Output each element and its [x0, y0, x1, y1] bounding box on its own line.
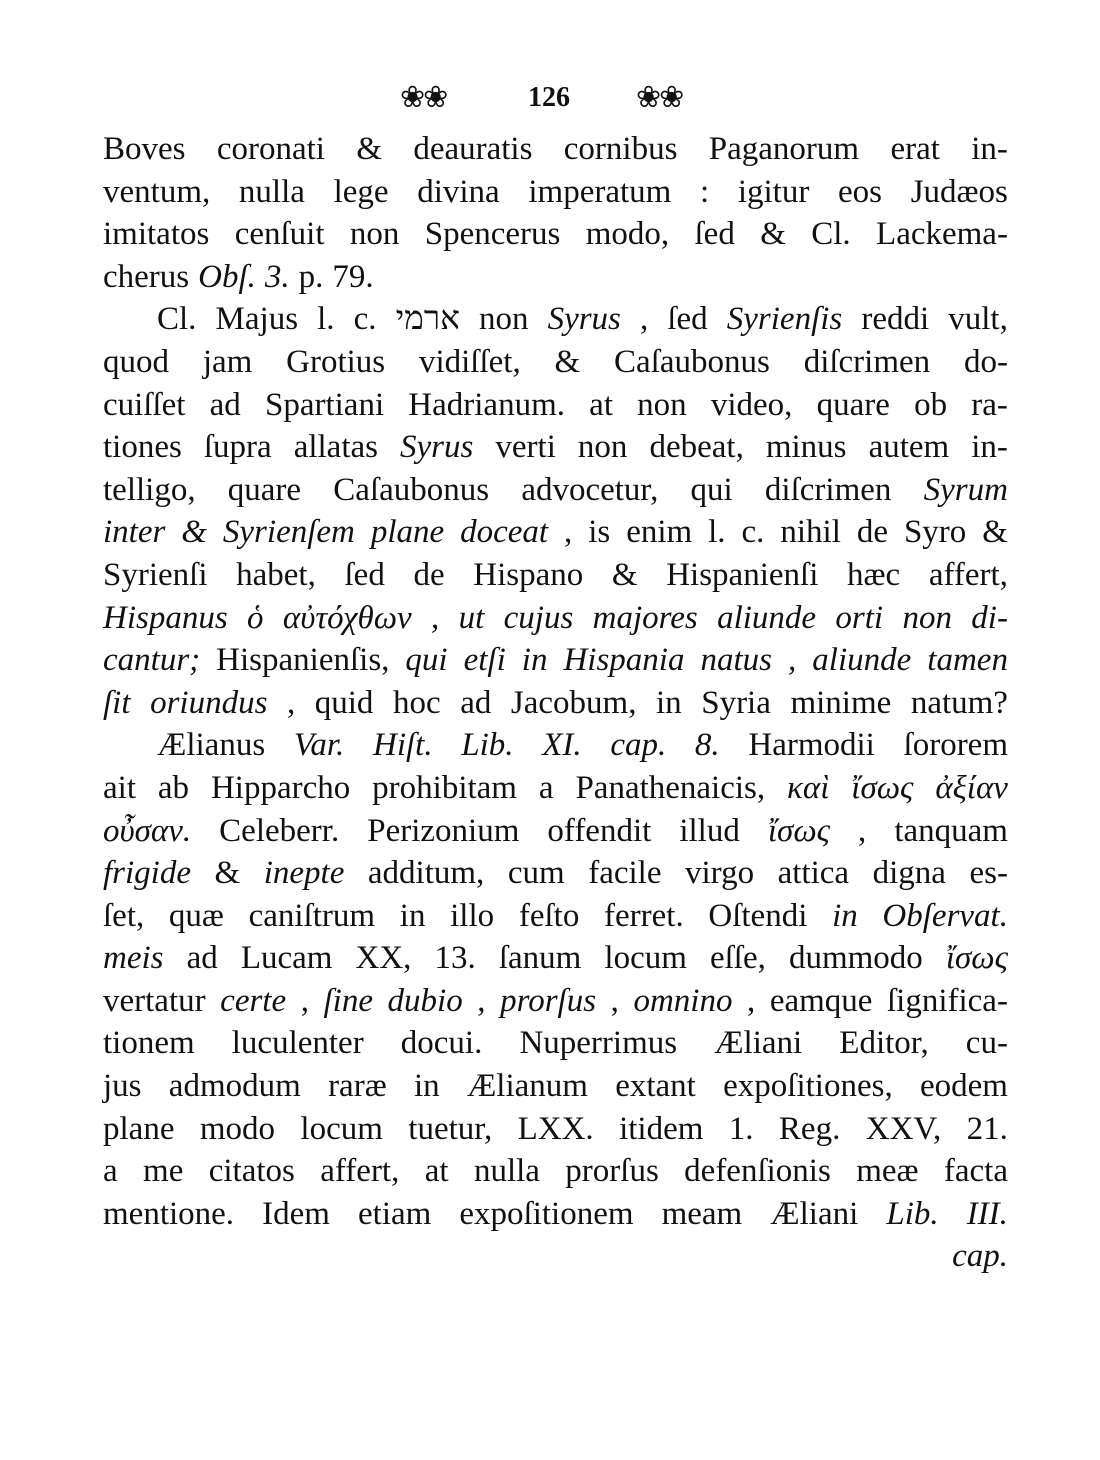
word: Syro [903, 514, 967, 551]
text-line [103, 426, 1008, 469]
word: XX, [355, 940, 412, 977]
word: Caſaubonus [614, 343, 770, 380]
word: illud [679, 812, 740, 849]
text-line [103, 554, 1008, 597]
word: admodum [168, 1068, 301, 1105]
page-number: 126 [528, 82, 570, 113]
word: & [760, 216, 786, 253]
word: Majus [215, 301, 299, 338]
word: hoc [392, 684, 441, 721]
word: Reg. [778, 1110, 841, 1147]
word: de [856, 514, 888, 551]
word: ſanum [498, 940, 582, 977]
word: ſororem [903, 727, 1008, 764]
text-line [103, 980, 1008, 1023]
word: vidiſſet, [418, 343, 521, 380]
word: di- [971, 599, 1008, 636]
word: eos [838, 173, 883, 210]
word: aliunde [812, 642, 912, 679]
word: meis [103, 940, 164, 977]
word: Syrienſi [103, 556, 208, 593]
word: Jacobum, [510, 684, 637, 721]
word: ait [103, 769, 136, 806]
word: Var. [293, 727, 345, 764]
word: Nuperrimus [519, 1025, 678, 1062]
word: Paganorum [708, 131, 860, 167]
word: ſed [667, 301, 708, 338]
word: affert, [320, 1153, 400, 1190]
word: etſi [463, 642, 506, 679]
word: quid [314, 684, 374, 721]
word: cujus [503, 599, 574, 636]
word: Lucam [240, 940, 333, 977]
text-line [103, 724, 1008, 767]
word: III. [966, 1195, 1008, 1232]
word: non [577, 429, 628, 466]
word: hæc [847, 556, 901, 593]
word: LXX. [517, 1110, 594, 1147]
text-line [103, 895, 1008, 938]
word: Lib. [886, 1195, 939, 1232]
word: inepte [263, 855, 345, 892]
word: 13. [434, 940, 476, 977]
word: l. [317, 301, 335, 338]
word: Hispania [563, 642, 685, 679]
catchword-text: cap. [952, 1238, 1008, 1275]
word: cornibus [563, 131, 678, 167]
word: modo, [585, 216, 670, 253]
word: digna [872, 855, 946, 892]
word: tamen [927, 642, 1008, 679]
word: natum? [910, 684, 1008, 721]
word: Spencerus [424, 216, 561, 253]
word: Lib. [461, 727, 514, 764]
word: vertatur [103, 982, 206, 1019]
word: Hipparcho [210, 769, 351, 806]
word: inter [103, 514, 166, 551]
word: plane [103, 1110, 175, 1147]
word: ſet, [103, 897, 145, 934]
word: ad [186, 940, 218, 977]
word: αὐτόχθων [282, 599, 412, 636]
word: , [564, 514, 573, 551]
word: quare [816, 386, 890, 423]
word: ſignifica- [887, 982, 1008, 1019]
text-line [103, 639, 1008, 682]
word: expoſitiones, [723, 1068, 893, 1105]
word: eſſe, [709, 940, 766, 977]
word: Syrum [923, 471, 1008, 508]
word: ſed [694, 216, 735, 253]
word: imperatum [528, 173, 672, 210]
word: es- [969, 855, 1008, 892]
word: ob [914, 386, 948, 423]
word: & [982, 514, 1008, 551]
word: cum [507, 855, 565, 892]
word: caniſtrum [248, 897, 376, 934]
word: quæ [168, 897, 224, 934]
word: & [554, 343, 581, 380]
text-line [103, 1108, 1008, 1151]
word: reddi [861, 301, 930, 338]
word: c. [741, 514, 765, 551]
word: Syria [701, 684, 771, 721]
text-line [103, 213, 1008, 256]
catchword [103, 1235, 1008, 1278]
word: ſed [344, 556, 385, 593]
word: feſto [518, 897, 580, 934]
word: 1. [728, 1110, 754, 1147]
word: 21. [966, 1110, 1008, 1147]
word: plane [370, 514, 445, 551]
word: igitur [737, 173, 810, 210]
word: , [747, 982, 756, 1019]
word: divina [417, 173, 500, 210]
word: Syrus [400, 429, 474, 466]
word: expoſitionem [459, 1195, 634, 1232]
word: autem [868, 429, 950, 466]
text-line [103, 298, 1008, 341]
word: in- [971, 429, 1008, 466]
word: etiam [358, 1195, 432, 1232]
word: quod [103, 343, 169, 380]
word: Ælianum [466, 1068, 588, 1105]
word: de [413, 556, 445, 593]
body-text [103, 128, 1008, 1278]
word: orti [835, 599, 884, 636]
word: , [300, 982, 309, 1019]
word: facile [588, 855, 662, 892]
word: Hispanienſi [666, 556, 819, 593]
word: Hispano [473, 556, 584, 593]
word: ra- [971, 386, 1008, 423]
word: Obſ. [198, 258, 256, 295]
word: citatos [208, 1153, 295, 1190]
word: Grotius [286, 343, 386, 380]
word: ſupra [203, 429, 272, 466]
word: Obſervat. [882, 897, 1008, 934]
word: attica [777, 855, 850, 892]
word: allatas [293, 429, 378, 466]
word: 3. [264, 258, 290, 295]
word: locum [300, 1110, 383, 1147]
word: meæ [856, 1153, 919, 1190]
word: diſcrimen [764, 471, 892, 508]
word: tuetur, [408, 1110, 493, 1147]
word: at [424, 1153, 449, 1190]
word: ab [157, 769, 190, 806]
word: affert, [928, 556, 1008, 593]
word: in [399, 897, 426, 934]
word: cu- [965, 1025, 1008, 1062]
text-line [103, 341, 1008, 384]
text-line [103, 511, 1008, 554]
word: 79. [332, 258, 374, 295]
word: a [103, 1153, 118, 1190]
word: Caſaubonus [333, 471, 490, 508]
word: debeat, [649, 429, 744, 466]
word: qui [690, 471, 733, 508]
word: ad [460, 684, 492, 721]
word: dubio [387, 982, 463, 1019]
word: ὁ [247, 599, 264, 636]
word: is [588, 514, 611, 551]
word: mentione. [103, 1195, 235, 1232]
word: minus [765, 429, 847, 466]
word: imitatos [103, 216, 210, 253]
word: non [478, 301, 529, 338]
word: Editor, [839, 1025, 929, 1062]
word: cherus [103, 258, 190, 295]
word: , [788, 642, 797, 679]
word: prohibitam [372, 769, 517, 806]
word: Syrus [547, 301, 621, 338]
word: ἴσως [945, 940, 1008, 977]
word: lege [333, 173, 389, 210]
word: Cl. [811, 216, 851, 253]
word: aliunde [717, 599, 817, 636]
word: docui. [400, 1025, 483, 1062]
text-line [103, 682, 1008, 725]
word: , [610, 982, 619, 1019]
word: telligo, [103, 471, 196, 508]
word: & [356, 131, 382, 167]
word: Æliani [714, 1025, 803, 1062]
word: 8. [694, 727, 720, 764]
running-header [0, 80, 1100, 124]
word: oriundus [150, 684, 268, 721]
text-line [103, 384, 1008, 427]
word: Harmodii [748, 727, 875, 764]
word: prorſus [500, 982, 597, 1019]
text-line [103, 937, 1008, 980]
word: tionem [103, 1025, 195, 1062]
word: ſit [103, 684, 131, 721]
word: ארמי [395, 301, 460, 338]
word: eamque [769, 982, 873, 1019]
word: minime [790, 684, 892, 721]
word: do- [964, 343, 1008, 380]
word: ferret. [604, 897, 684, 934]
text-line [103, 128, 1008, 171]
word: quare [227, 471, 302, 508]
word: qui [405, 642, 448, 679]
word: offendit [547, 812, 652, 849]
word: , [640, 301, 649, 338]
word: ſine [323, 982, 373, 1019]
word: enim [626, 514, 693, 551]
word: omnino [633, 982, 733, 1019]
word: locum [604, 940, 687, 977]
word: Syrienſis [726, 301, 843, 338]
word: defenſionis [684, 1153, 831, 1190]
word: modo [199, 1110, 276, 1147]
word: in [656, 684, 682, 721]
word: facta [943, 1153, 1008, 1190]
word: video, [710, 386, 793, 423]
ornament-left-icon: ❀❀ [400, 81, 447, 114]
word: ἴσως [767, 812, 831, 849]
word: non [349, 216, 400, 253]
word: virgo [685, 855, 755, 892]
word: non [902, 599, 952, 636]
text-line [103, 1022, 1008, 1065]
ornament-right-icon: ❀❀ [636, 81, 683, 114]
word: & [181, 514, 207, 551]
word: in [413, 1068, 440, 1105]
word: Hiſt. [372, 727, 433, 764]
word: p. [298, 258, 324, 295]
word: Celeberr. [219, 812, 340, 849]
word: nihil [780, 514, 841, 551]
word: erat [890, 131, 940, 167]
text-line [103, 767, 1008, 810]
word: Syrienſem [222, 514, 355, 551]
word: cantur; [103, 642, 201, 679]
word: cap. [610, 727, 667, 764]
word: Oſtendi [708, 897, 808, 934]
word: in- [971, 131, 1008, 167]
word: cenſuit [234, 216, 325, 253]
word: advocetur, [521, 471, 659, 508]
word: Hispanienſis, [216, 642, 390, 679]
word: vult, [948, 301, 1008, 338]
text-line [103, 1193, 1008, 1236]
word: Hispanus [103, 599, 228, 636]
word: Spartiani [264, 386, 385, 423]
word: at [589, 386, 613, 423]
word: deauratis [413, 131, 533, 167]
word: extant [615, 1068, 696, 1105]
word: l. [708, 514, 726, 551]
word: ἴσως [851, 769, 914, 806]
word: nulla [473, 1153, 540, 1190]
word: jus [103, 1068, 142, 1105]
word: Perizonium [367, 812, 520, 849]
text-line [103, 597, 1008, 640]
word: & [214, 855, 241, 892]
word: cuiſſet [103, 386, 186, 423]
word: , [431, 599, 440, 636]
word: , [477, 982, 486, 1019]
word: Ælianus [157, 727, 266, 764]
word: eodem [919, 1068, 1008, 1105]
text-line [103, 171, 1008, 214]
word: non [637, 386, 687, 423]
word: ad [209, 386, 241, 423]
word: jam [202, 343, 253, 380]
word: prorſus [565, 1153, 659, 1190]
text-line [103, 1150, 1008, 1193]
word: οὖσαν. [103, 812, 192, 849]
word: XI. [542, 727, 582, 764]
word: & [611, 556, 638, 593]
word: meam [661, 1195, 743, 1232]
word: Æliani [770, 1195, 859, 1232]
word: tiones [103, 429, 182, 466]
word: a [538, 769, 554, 806]
word: Idem [262, 1195, 330, 1232]
word: verti [495, 429, 556, 466]
word: raræ [328, 1068, 387, 1105]
text-line [103, 469, 1008, 512]
word: majores [592, 599, 698, 636]
word: natus [700, 642, 773, 679]
word: καὶ [787, 769, 830, 806]
word: c. [353, 301, 377, 338]
word: additum, [367, 855, 485, 892]
word: diſcrimen [803, 343, 931, 380]
word: habet, [236, 556, 316, 593]
text-line [103, 1065, 1008, 1108]
word: Cl. [157, 301, 197, 338]
word: Judæos [910, 173, 1008, 210]
word: Panathenaicis, [575, 769, 766, 806]
word: in [832, 897, 858, 934]
word: dummodo [788, 940, 923, 977]
word: doceat [460, 514, 549, 551]
text-line [103, 810, 1008, 853]
word: illo [450, 897, 495, 934]
word: Boves [103, 131, 186, 167]
word: ἀξίαν [935, 769, 1008, 806]
word: : [700, 173, 710, 210]
word: in [521, 642, 548, 679]
word: Lackema- [876, 216, 1008, 253]
word: me [143, 1153, 184, 1190]
text-line [103, 852, 1008, 895]
word: tanquam [894, 812, 1008, 849]
word: frigide [103, 855, 191, 892]
word: XXV, [865, 1110, 942, 1147]
word: coronati [216, 131, 325, 167]
word: Hadrianum. [408, 386, 565, 423]
word: ventum, [103, 173, 211, 210]
word: itidem [619, 1110, 704, 1147]
text-line [103, 256, 1008, 299]
word: luculenter [231, 1025, 364, 1062]
word: , [286, 684, 296, 721]
word: , [858, 812, 867, 849]
word: nulla [238, 173, 305, 210]
word: certe [220, 982, 287, 1019]
word: ut [458, 599, 485, 636]
